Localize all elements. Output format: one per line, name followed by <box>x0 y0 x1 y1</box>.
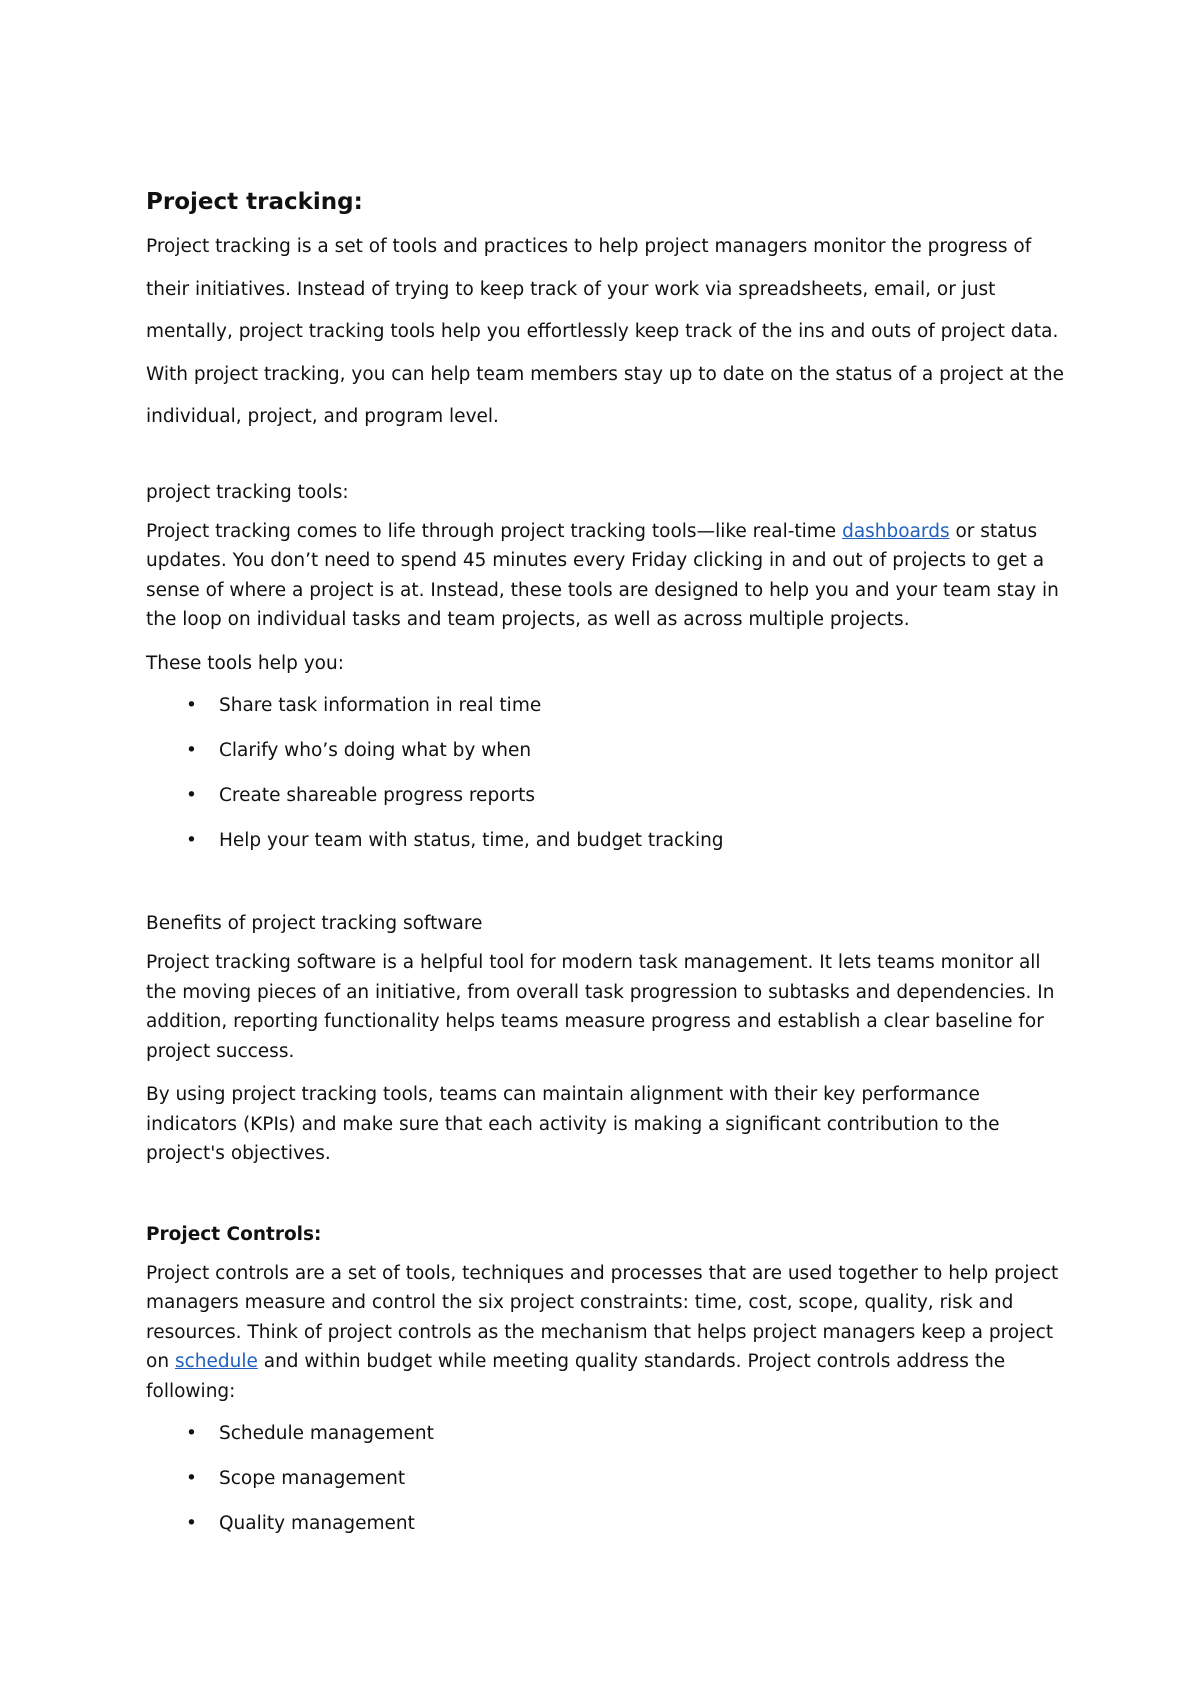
bullet-icon: • <box>186 1513 197 1534</box>
tools-bullet-list <box>146 692 1076 855</box>
list-item <box>146 692 1076 720</box>
list-item <box>146 1465 1076 1493</box>
bullet-icon: • <box>186 1468 197 1489</box>
list-item <box>146 782 1076 810</box>
bullet-icon: • <box>186 830 197 851</box>
controls-bullet-list <box>146 1420 1076 1538</box>
project-controls-heading: Project Controls: <box>146 1223 322 1245</box>
list-item <box>146 737 1076 765</box>
list-item-text: Schedule management <box>219 1423 434 1444</box>
project-controls-paragraph <box>146 1259 1076 1407</box>
list-item-text: Share task information in real time <box>219 695 542 716</box>
bullet-icon: • <box>186 1423 197 1444</box>
list-item-text: Clarify who’s doing what by when <box>219 740 532 761</box>
controls-paragraph-text-end: and within budget while meeting quality standards. Project controls address the following: <box>146 1351 1006 1402</box>
project-tracking-heading: Project tracking: <box>146 189 363 215</box>
bullet-icon: • <box>186 740 197 761</box>
list-item-text: Create shareable progress reports <box>219 785 535 806</box>
list-item <box>146 827 1076 855</box>
list-item-text: Help your team with status, time, and budget tracking <box>219 830 724 851</box>
list-item <box>146 1510 1076 1538</box>
list-item-text: Scope management <box>219 1468 406 1489</box>
dashboards-link[interactable]: dashboards <box>842 520 950 542</box>
bullet-icon: • <box>186 785 197 806</box>
project-tracking-tools-paragraph <box>146 517 1076 635</box>
benefits-paragraph-1: Project tracking software is a helpful tool for modern task management. It lets teams monitor all the moving pieces of an initiative, from overall task progression to subtasks and dependencies. In addition, reporting functionality helps teams measure progress and establish a clear baseline for project success. <box>146 952 1055 1062</box>
benefits-paragraph-2: By using project tracking tools, teams can maintain alignment with their key performance indicators (KPIs) and make sure that each activity is making a significant contribution to the project's objectives. <box>146 1084 1000 1164</box>
project-tracking-paragraph: Project tracking is a set of tools and practices to help project managers monitor the progress of their initiatives. Instead of trying to keep track of your work via spreadsheets, email, or just mentally, project tracking tools help you effortlessly keep track of the ins and outs of project data. With project tracking, you can help team members stay up to date on the status of a project at the individual, project, and program level. <box>146 236 1065 427</box>
tools-paragraph-text-start: Project tracking comes to life through project tracking tools—like real-time <box>146 520 843 542</box>
project-tracking-tools-heading: project tracking tools: <box>146 481 349 503</box>
document-body <box>146 186 1076 1555</box>
list-item <box>146 1420 1076 1448</box>
tools-paragraph-text-end: or status updates. You don’t need to spend 45 minutes every Friday clicking in and out of projects to get a sense of where a project is at. Instead, these tools are designed to help you and your team stay in the loop on individual tasks and team projects, as well as across multiple projects. <box>146 520 1059 630</box>
controls-paragraph-text-start: Project controls are a set of tools, techniques and processes that are used together to help project managers measure and control the six project constraints: time, cost, scope, quality, risk and resources. Think of project controls as the mechanism that helps project managers keep a project on <box>146 1262 1059 1372</box>
bullet-icon: • <box>186 695 197 716</box>
schedule-link[interactable]: schedule <box>174 1351 258 1372</box>
benefits-heading: Benefits of project tracking software <box>146 913 483 934</box>
tools-intro-text: These tools help you: <box>146 652 344 674</box>
list-item-text: Quality management <box>219 1513 415 1534</box>
